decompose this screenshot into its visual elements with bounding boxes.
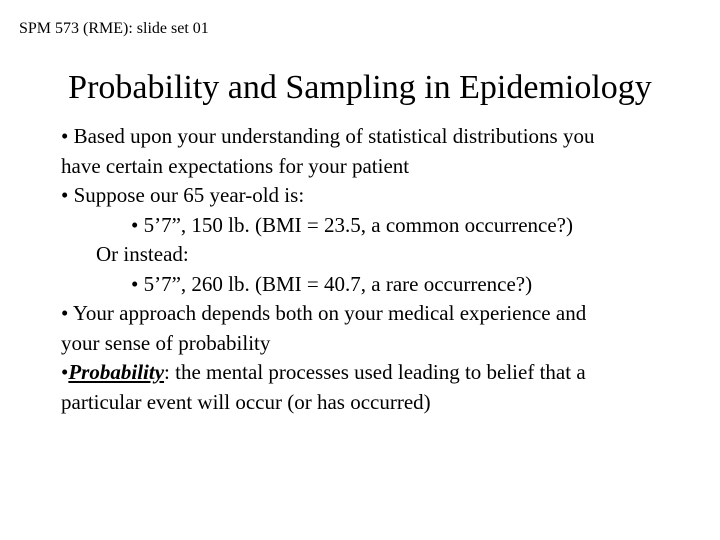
bullet-line-4-continued: particular event will occur (or has occurred) xyxy=(61,389,431,414)
sub-bullet-line-1: • 5’7”, 150 lb. (BMI = 23.5, a common occurrence?) xyxy=(131,212,573,237)
bullet-line-3: • Your approach depends both on your medical experience and xyxy=(61,301,587,325)
probability-definition: : the mental processes used leading to belief that a xyxy=(164,360,586,384)
bullet-line-3-continued: your sense of probability xyxy=(61,330,271,355)
slide-title: Probability and Sampling in Epidemiology xyxy=(68,69,652,106)
or-instead-line: Or instead: xyxy=(96,242,189,266)
bullet-line-2: • Suppose our 65 year-old is: xyxy=(61,183,305,207)
slide-body xyxy=(61,122,701,417)
bullet-line-4 xyxy=(61,358,701,388)
probability-term: Probability xyxy=(68,360,165,384)
slide-header: SPM 573 (RME): slide set 01 xyxy=(19,20,209,37)
bullet-line-1: • Based upon your understanding of statistical distributions you xyxy=(61,124,595,148)
bullet-symbol: • xyxy=(61,360,69,384)
bullet-line-1-continued: have certain expectations for your patient xyxy=(61,153,410,178)
sub-bullet-line-2: • 5’7”, 260 lb. (BMI = 40.7, a rare occurrence?) xyxy=(131,271,533,296)
